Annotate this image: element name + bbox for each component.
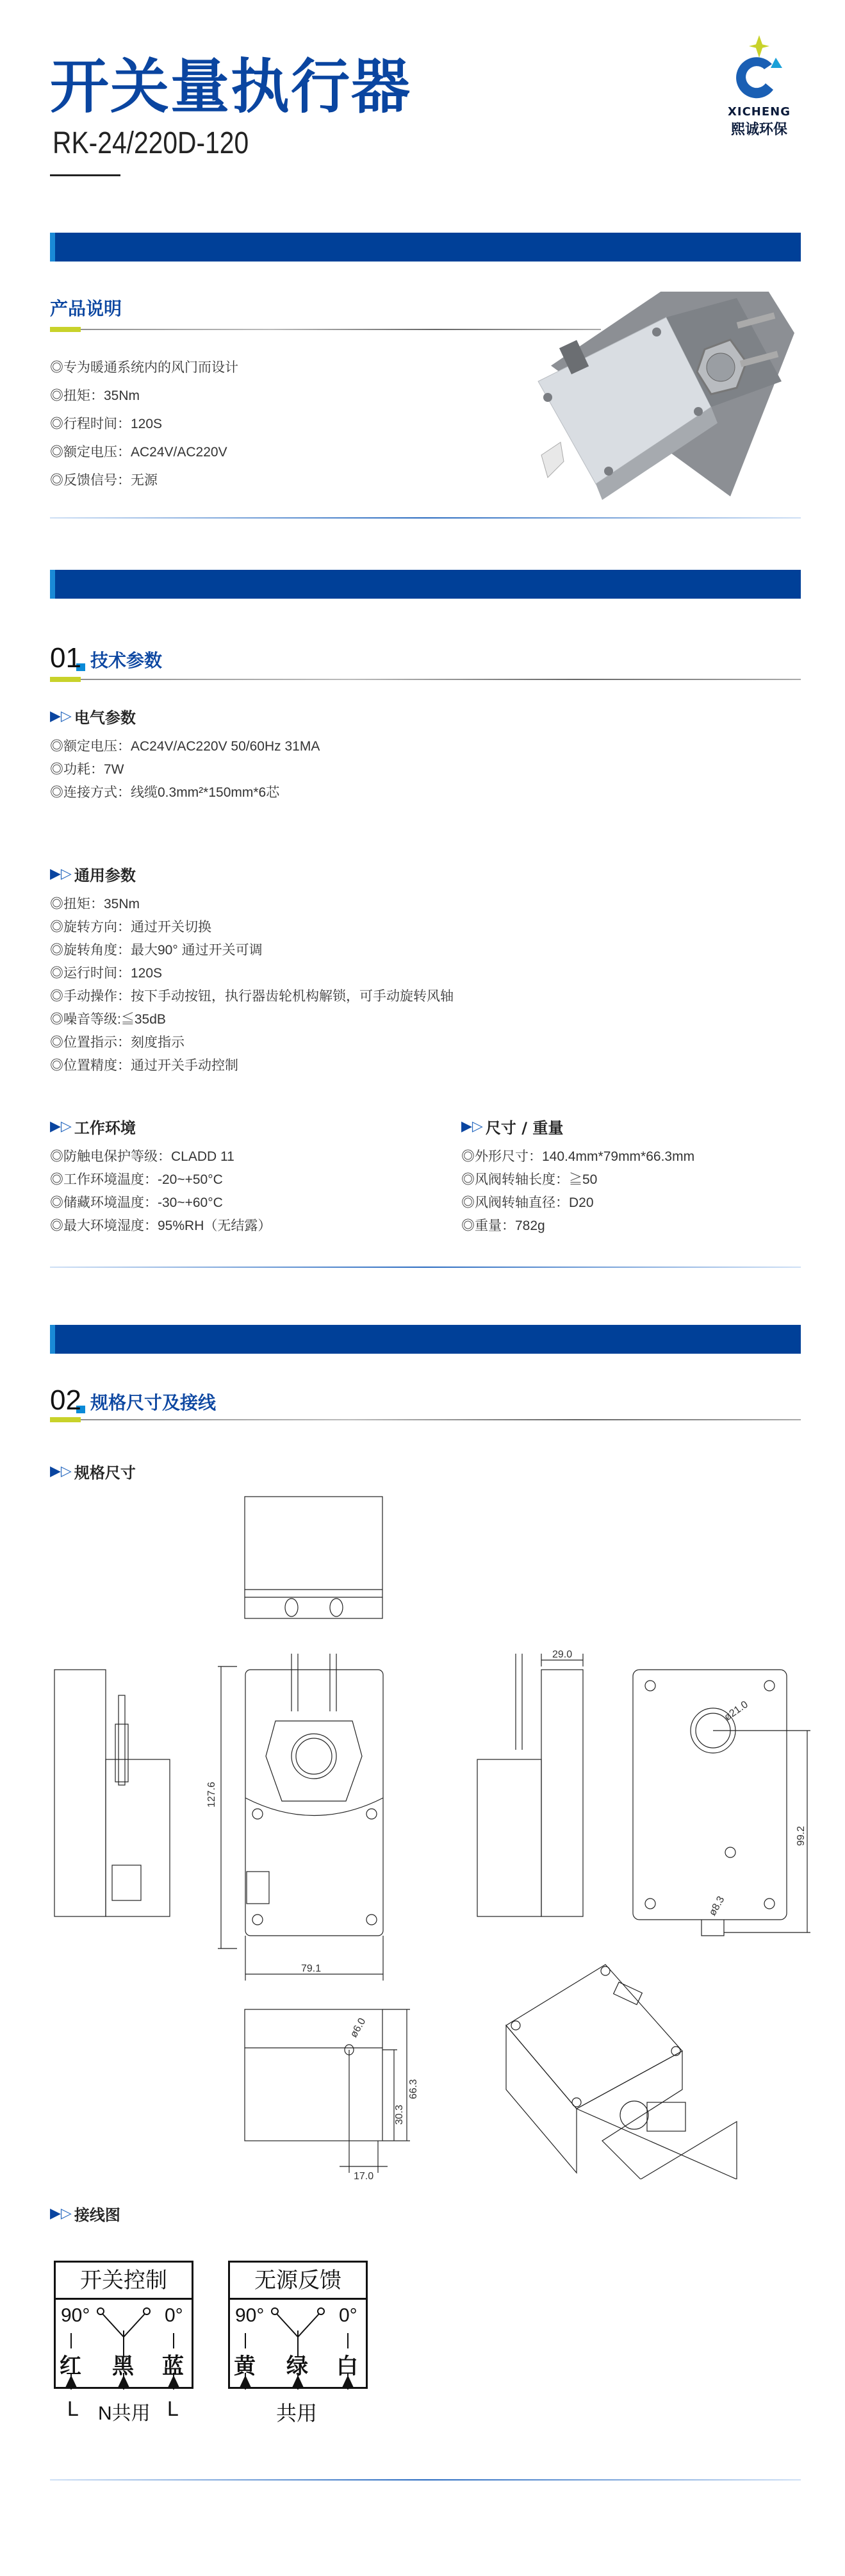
section-title: 技术参数	[90, 650, 162, 671]
left-side-view	[54, 1670, 170, 1916]
param-item: ◎噪音等级:≦35dB	[50, 1012, 166, 1027]
play-icon: ▶	[50, 2206, 61, 2222]
param-item: ◎位置精度：通过开关手动控制	[50, 1058, 238, 1073]
heading-rule	[50, 679, 801, 680]
section-number: 01	[50, 642, 81, 674]
section-title: 规格尺寸及接线	[90, 1392, 216, 1413]
logo-text-en: XICHENG	[728, 105, 791, 119]
param-item: ◎工作环境温度：-20~+50°C	[50, 1172, 223, 1187]
angle-label: 90°	[61, 2305, 90, 2326]
subheading: ▶ ▷ 工作环境	[50, 1118, 136, 1137]
dim-label: 29.0	[552, 1649, 573, 1660]
divider	[50, 174, 120, 176]
dim-label: 79.1	[301, 1963, 322, 1974]
brand-logo	[721, 32, 798, 138]
param-item: ◎额定电压：AC24V/AC220V 50/60Hz 31MA	[50, 739, 320, 754]
bottom-view	[245, 2009, 410, 2173]
heading-rule	[50, 1419, 801, 1420]
subheading-spec: ▶ ▷ 规格尺寸	[50, 1463, 136, 1482]
param-item: ◎外形尺寸：140.4mm*79mm*66.3mm	[461, 1149, 695, 1164]
play-icon: ▶	[50, 708, 61, 724]
param-item: ◎风阀转轴长度：≧50	[461, 1172, 598, 1187]
wire-color: 绿	[286, 2354, 308, 2379]
subheading: ▶ ▷ 尺寸 / 重量	[461, 1118, 564, 1137]
play-outline-icon: ▷	[60, 1463, 72, 1479]
dimension-drawings	[0, 1474, 845, 2179]
wire-color: 蓝	[162, 2354, 184, 2379]
param-item: ◎功耗：7W	[50, 762, 124, 777]
dim-label: 66.3	[408, 2079, 419, 2099]
dim-label: 17.0	[354, 2171, 374, 2179]
diagram-title: 无源反馈	[230, 2263, 366, 2300]
param-item: ◎旋转方向：通过开关切换	[50, 920, 211, 935]
heading-rule	[50, 329, 601, 330]
angle-label: 0°	[339, 2305, 357, 2326]
subheading: ▶ ▷ 通用参数	[50, 866, 136, 885]
section-banner	[50, 233, 801, 262]
switch-control-diagram	[54, 2261, 193, 2424]
top-view	[245, 1497, 382, 1618]
param-item: ◎扭矩：35Nm	[50, 897, 140, 911]
param-item: ◎连接方式：线缆0.3mm²*150mm*6芯	[50, 785, 280, 800]
subheading-wiring: ▶ ▷ 接线图	[50, 2206, 120, 2224]
diagram-title: 开关控制	[56, 2263, 192, 2300]
environment-params	[50, 1115, 271, 1238]
terminal-label: 共用	[276, 2402, 318, 2425]
wire-color: 黑	[112, 2354, 134, 2379]
intro-item: ◎额定电压：AC24V/AC220V	[50, 445, 227, 460]
param-item: ◎防触电保护等级：CLADD 11	[50, 1149, 234, 1164]
electrical-params	[50, 705, 320, 804]
section-number: 02	[50, 1384, 81, 1416]
param-item: ◎储藏环境温度：-30~+60°C	[50, 1195, 223, 1210]
intro-item: ◎扭矩：35Nm	[50, 388, 140, 403]
section-banner	[50, 1325, 801, 1354]
dim-label: ø21.0	[722, 1699, 750, 1724]
terminal-label: N共用	[98, 2403, 151, 2424]
logo-text-cn: 熙诚环保	[730, 122, 787, 138]
right-side-view	[477, 1654, 583, 1916]
section-heading-spec	[50, 1386, 216, 1415]
play-icon: ▶	[50, 1118, 61, 1134]
play-outline-icon: ▷	[472, 1118, 483, 1134]
dim-label: ø8.3	[707, 1894, 727, 1918]
dim-label: ø6.0	[348, 2016, 368, 2040]
passive-feedback-diagram	[228, 2261, 368, 2425]
front-view	[218, 1654, 383, 1981]
play-icon: ▶	[461, 1118, 472, 1134]
wire-color: 红	[60, 2354, 81, 2379]
angle-label: 0°	[165, 2305, 183, 2326]
param-item: ◎旋转角度：最大90° 通过开关可调	[50, 943, 263, 958]
dim-label: 99.2	[796, 1825, 807, 1846]
wire-color: 白	[336, 2354, 358, 2379]
play-outline-icon: ▷	[60, 866, 72, 882]
section-banner	[50, 570, 801, 599]
section-separator	[50, 2479, 801, 2480]
terminal-label: L	[67, 2397, 79, 2420]
dim-label: 127.6	[206, 1781, 217, 1807]
play-outline-icon: ▷	[60, 708, 72, 724]
play-icon: ▶	[50, 866, 61, 882]
angle-label: 90°	[235, 2305, 265, 2326]
intro-item: ◎专为暖通系统内的风门而设计	[50, 360, 238, 375]
general-params	[50, 863, 454, 1077]
param-item: ◎位置指示：刻度指示	[50, 1035, 185, 1050]
page-title: 开关量执行器	[50, 53, 412, 121]
play-outline-icon: ▷	[60, 1118, 72, 1134]
section-separator	[50, 1267, 801, 1268]
param-item: ◎运行时间：120S	[50, 966, 163, 981]
back-view	[633, 1670, 810, 1936]
model-number: RK-24/220D-120	[53, 126, 249, 160]
param-item: ◎风阀转轴直径：D20	[461, 1195, 594, 1210]
intro-item: ◎行程时间：120S	[50, 417, 163, 431]
param-item: ◎手动操作：按下手动按钮，执行器齿轮机构解锁，可手动旋转风轴	[50, 989, 454, 1004]
subheading: ▶ ▷ 电气参数	[50, 708, 136, 727]
section-heading-tech	[50, 644, 162, 672]
isometric-view	[506, 1965, 737, 2179]
dimension-params	[461, 1115, 694, 1238]
wire-color: 黄	[234, 2354, 256, 2379]
product-image	[525, 292, 801, 516]
intro-item: ◎反馈信号：无源	[50, 473, 158, 488]
intro-list	[50, 354, 238, 495]
dim-label: 30.3	[394, 2104, 405, 2125]
terminal-label: L	[167, 2397, 179, 2420]
param-item: ◎重量：782g	[461, 1218, 545, 1233]
param-item: ◎最大环境湿度：95%RH（无结露）	[50, 1218, 272, 1233]
play-outline-icon: ▷	[60, 2206, 72, 2222]
logo-mark-icon	[721, 32, 798, 103]
play-icon: ▶	[50, 1463, 61, 1479]
section-separator	[50, 517, 801, 519]
intro-heading: 产品说明	[50, 298, 122, 319]
